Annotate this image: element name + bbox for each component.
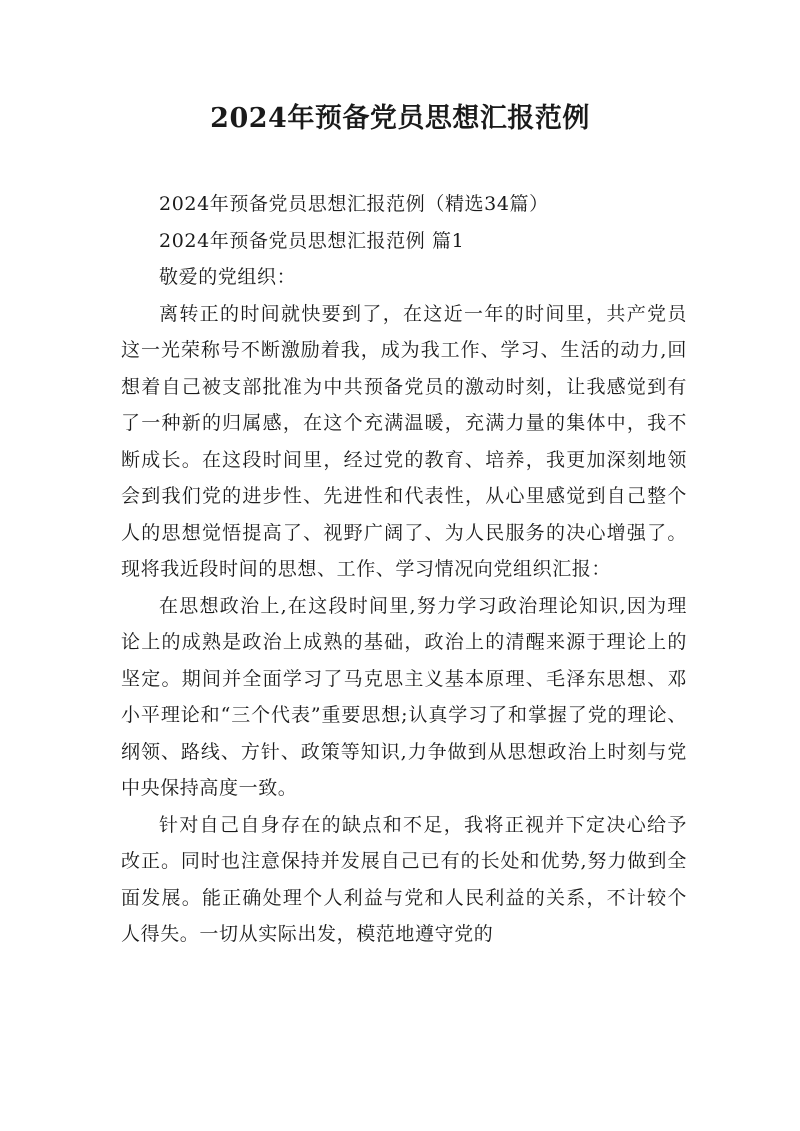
document-title: 2024年预备党员思想汇报范例 xyxy=(210,103,590,134)
paragraph-subtitle: 2024年预备党员思想汇报范例（精选34篇） xyxy=(159,193,549,215)
document-body xyxy=(121,186,687,953)
paragraph-section-heading: 2024年预备党员思想汇报范例 篇1 xyxy=(159,229,465,252)
paragraph: 离转正的时间就快要到了，在这近一年的时间里，共产党员这一光荣称号不断激励着我，成为我工作、学习、生活的动力,回想着自己被支部批准为中共预备党员的激动时刻，让我感觉到有了一种新的归属感，在这个充满温暖，充满力量的集体中，我不断成长。在这段时间里，经过党的教育、培养，我更加深刻地领会到我们党的进步性、先进性和代表性，从心里感觉到自己整个人的思想觉悟提高了、视野广阔了、为人民服务的决心增强了。现将我近段时间的思想、工作、学习情况向党组织汇报： xyxy=(121,302,687,580)
paragraph: 针对自己自身存在的缺点和不足，我将正视并下定决心给予改正。同时也注意保持并发展自己已有的长处和优势,努力做到全面发展。能正确处理个人利益与党和人民利益的关系，不计较个人得失。一切从实际出发，模范地遵守党的 xyxy=(121,813,687,945)
paragraph-salutation: 敬爱的党组织： xyxy=(159,266,297,288)
paragraph: 在思想政治上,在这段时间里,努力学习政治理论知识,因为理论上的成熟是政治上成熟的基础，政治上的清醒来源于理论上的坚定。期间并全面学习了马克思主义基本原理、毛泽东思想、邓小平理论和“三个代表”重要思想;认真学习了和掌握了党的理论、纲领、路线、方针、政策等知识,力争做到从思想政治上时刻与党中央保持高度一致。 xyxy=(121,594,687,799)
